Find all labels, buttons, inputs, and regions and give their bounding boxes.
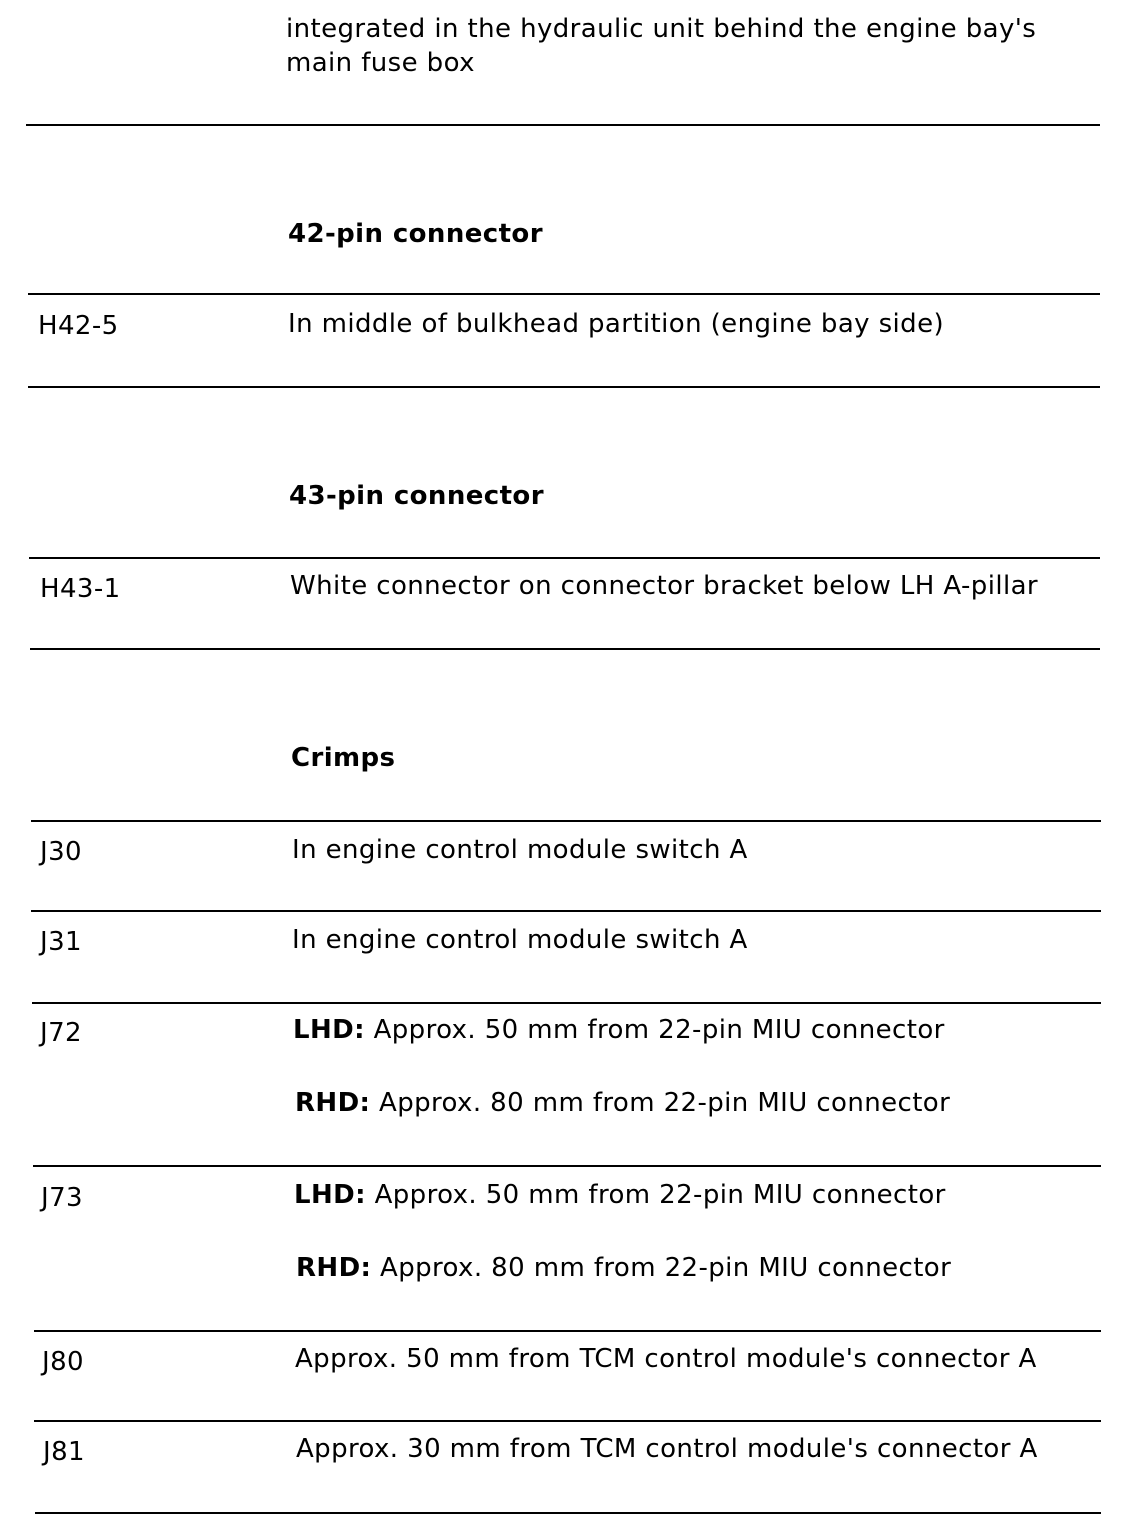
row-code: J30 <box>40 837 82 867</box>
lhd-label: LHD: <box>294 1180 366 1210</box>
row-description-lhd <box>293 1013 945 1047</box>
row-code: H43-1 <box>40 574 121 604</box>
row-code: J72 <box>40 1018 82 1048</box>
lhd-text: Approx. 50 mm from 22-pin MIU connector <box>364 1015 945 1045</box>
divider <box>26 124 1100 126</box>
row-description-rhd <box>296 1251 951 1285</box>
row-description-lhd <box>294 1178 946 1212</box>
row-description: In middle of bulkhead partition (engine bay side) <box>288 309 945 339</box>
divider <box>28 293 1100 295</box>
row-description: White connector on connector bracket below LH A-pillar <box>290 571 1038 601</box>
section-heading-crimps: Crimps <box>291 743 396 773</box>
row-description: Approx. 30 mm from TCM control module's connector A <box>296 1434 1038 1464</box>
rhd-label: RHD: <box>296 1253 372 1283</box>
divider <box>33 1165 1101 1167</box>
divider <box>28 386 1100 388</box>
divider <box>32 1002 1101 1004</box>
rhd-label: RHD: <box>295 1088 371 1118</box>
row-code: J73 <box>41 1183 83 1213</box>
row-code: H42-5 <box>38 311 119 341</box>
lhd-text: Approx. 50 mm from 22-pin MIU connector <box>365 1180 946 1210</box>
row-description-rhd <box>295 1086 950 1120</box>
row-description: Approx. 50 mm from TCM control module's connector A <box>295 1344 1037 1374</box>
intro-line-1: integrated in the hydraulic unit behind the engine bay's <box>286 14 1037 44</box>
row-code: J31 <box>40 927 82 957</box>
row-code: J81 <box>43 1437 85 1467</box>
divider <box>31 910 1101 912</box>
row-description: In engine control module switch A <box>292 835 748 865</box>
rhd-text: Approx. 80 mm from 22-pin MIU connector <box>371 1253 952 1283</box>
section-heading-42-pin: 42-pin connector <box>288 219 543 249</box>
divider <box>34 1420 1101 1422</box>
divider <box>29 557 1100 559</box>
rhd-text: Approx. 80 mm from 22-pin MIU connector <box>370 1088 951 1118</box>
divider <box>31 820 1101 822</box>
row-code: J80 <box>42 1347 84 1377</box>
intro-line-2: main fuse box <box>286 48 475 78</box>
divider <box>34 1330 1101 1332</box>
row-description: In engine control module switch A <box>292 925 748 955</box>
lhd-label: LHD: <box>293 1015 365 1045</box>
section-heading-43-pin: 43-pin connector <box>289 481 544 511</box>
divider <box>30 648 1100 650</box>
divider <box>35 1512 1101 1514</box>
